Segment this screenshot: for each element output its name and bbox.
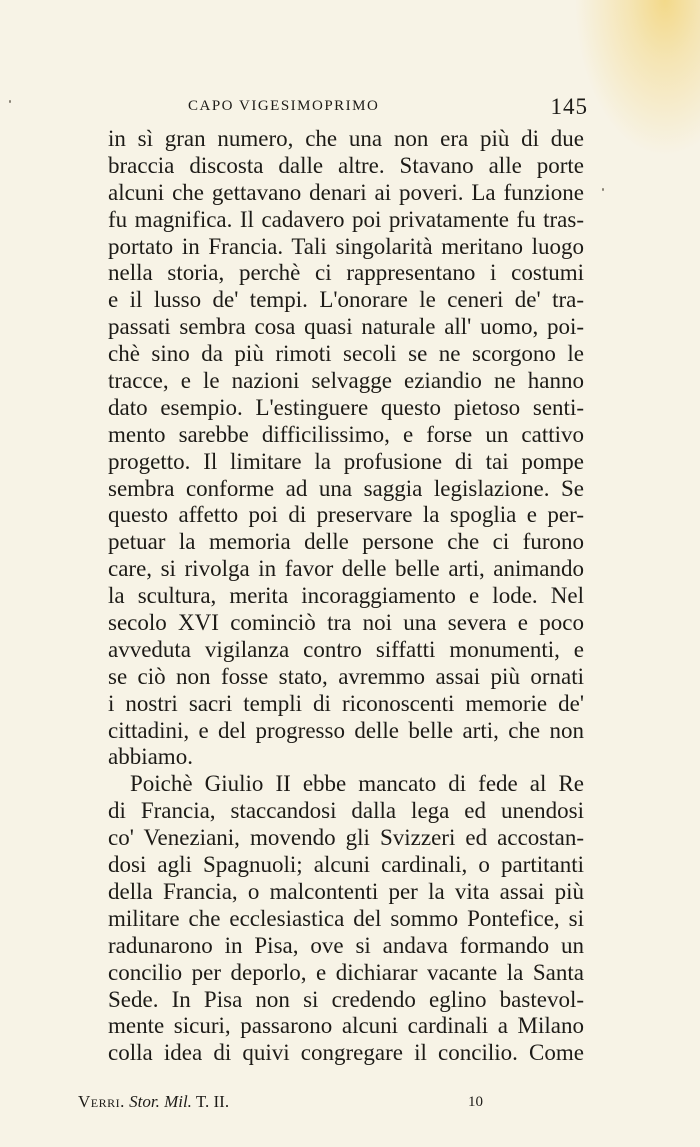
text-line: avveduta vigilanza contro siffatti monumenti, e (108, 636, 584, 662)
paragraph-start-line: Poichè Giulio II ebbe mancato di fede al Re (130, 771, 584, 797)
text-line: tracce, e le nazioni selvagge eziandio ne hanno (108, 368, 584, 394)
body-text (108, 126, 584, 1067)
running-head: CAPO VIGESIMOPRIMO (188, 98, 380, 114)
text-line: concilio per deporlo, e dichiarar vacante la Santa (108, 959, 584, 985)
text-line: alcuni che gettavano denari ai poveri. La funzione (108, 179, 584, 205)
text-line: sembra conforme ad una saggia legislazione. Se (108, 475, 584, 501)
text-line: della Francia, o malcontenti per la vita assai più (108, 878, 584, 904)
paper-speck (9, 100, 11, 103)
text-line: chè sino da più rimoti secoli se ne scorgono le (108, 341, 584, 367)
text-line: i nostri sacri templi di riconoscenti memorie de' (108, 690, 584, 716)
page-header (108, 94, 588, 120)
text-line: mento sarebbe difficilissimo, e forse un cattivo (108, 421, 584, 447)
text-line: in sì gran numero, che una non era più di due (108, 126, 584, 151)
footer-title: Stor. Mil. (129, 1092, 192, 1111)
text-line: care, si rivolga in favor delle belle arti, animando (108, 556, 584, 582)
text-line: la scultura, merita incoraggiamento e lode. Nel (108, 583, 584, 609)
text-line: petuar la memoria delle persone che ci furono (108, 529, 584, 555)
text-line: e il lusso de' tempi. L'onorare le ceneri de' tra- (108, 287, 584, 313)
gathering-signature: 10 (468, 1094, 483, 1110)
text-line: portato in Francia. Tali singolarità meritano luogo (108, 233, 584, 259)
text-line: passati sembra cosa quasi naturale all' uomo, poi- (108, 314, 584, 340)
text-line: fu magnifica. Il cadavero poi privatamente fu tras- (108, 206, 584, 232)
text-line: questo affetto poi di preservare la spoglia e per- (108, 502, 584, 528)
text-line: di Francia, staccandosi dalla lega ed unendosi (108, 798, 584, 824)
footer-signature-line (78, 1092, 229, 1112)
paragraph-end-line: abbiamo. (108, 744, 193, 770)
text-line: se ciò non fosse stato, avremmo assai più ornati (108, 663, 584, 689)
text-line: Sede. In Pisa non si credendo eglino bastevol- (108, 986, 584, 1012)
text-line: braccia discosta dalle altre. Stavano alle porte (108, 152, 584, 178)
text-line: secolo XVI cominciò tra noi una severa e poco (108, 610, 584, 636)
text-line: colla idea di quivi congregare il concilio. Come (108, 1040, 584, 1066)
text-line: dato esempio. L'estinguere questo pietoso senti- (108, 394, 584, 420)
text-line: militare che ecclesiastica del sommo Pontefice, si (108, 905, 584, 931)
text-line: cittadini, e del progresso delle belle arti, che non (108, 717, 584, 743)
text-line: progetto. Il limitare la profusione di tai pompe (108, 448, 584, 474)
page-footer (78, 1092, 498, 1116)
text-line: co' Veneziani, movendo gli Svizzeri ed accostan- (108, 825, 584, 851)
paper-speck (602, 188, 604, 191)
footer-volume: T. II. (195, 1092, 230, 1111)
footer-author: Verri. (78, 1092, 125, 1111)
page-number: 145 (550, 94, 588, 119)
text-line: radunarono in Pisa, ove si andava formando un (108, 932, 584, 958)
text-line: dosi agli Spagnuoli; alcuni cardinali, o partitanti (108, 852, 584, 878)
text-line: nella storia, perchè ci rappresentano i costumi (108, 260, 584, 286)
text-line: mente sicuri, passarono alcuni cardinali a Milano (108, 1013, 584, 1039)
